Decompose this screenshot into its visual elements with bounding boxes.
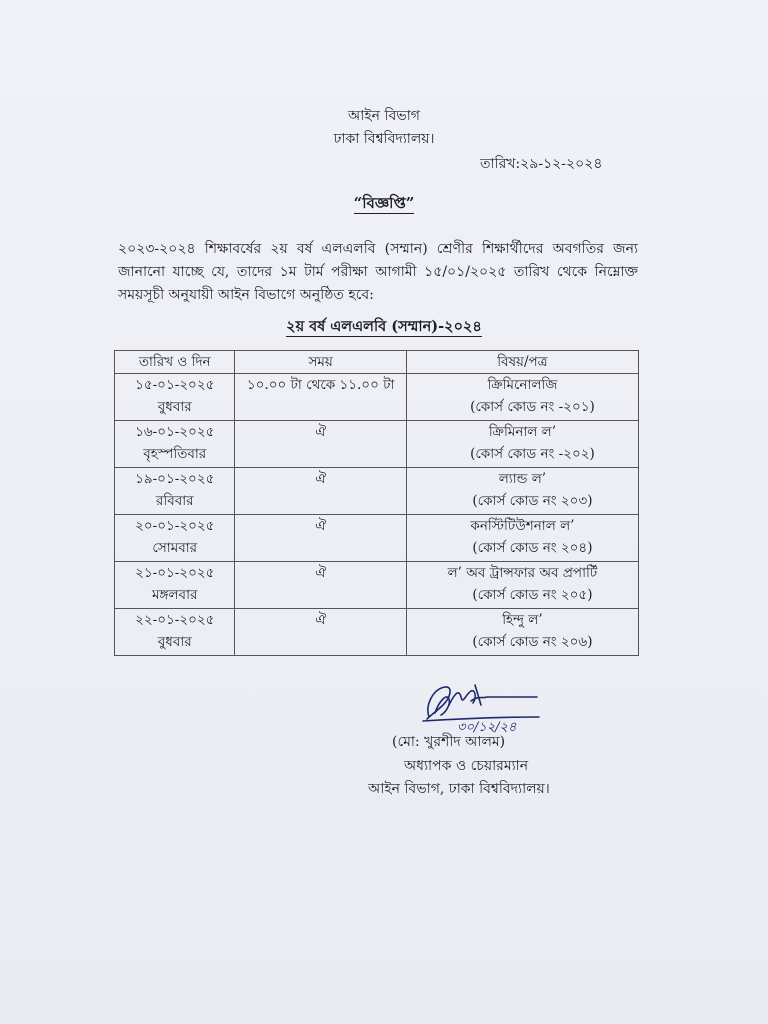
table-row (115, 609, 639, 656)
subject-name: হিন্দু ল’ (502, 612, 543, 628)
exam-day: বুধবার (157, 399, 192, 415)
course-code: (কোর্স কোড নং -২০১) (470, 399, 595, 415)
exam-time: ঐ (315, 565, 327, 581)
exam-time: ১০.০০ টা থেকে ১১.০০ টা (246, 377, 395, 393)
notice-body (118, 238, 638, 307)
table-row (115, 374, 639, 421)
exam-day: মঙ্গলবার (152, 587, 198, 603)
signatory-name: (মো: খুরশীদ আলম) (392, 734, 506, 750)
cell-subject (406, 515, 638, 562)
cell-subject (406, 562, 638, 609)
exam-day: সোমবার (152, 540, 198, 556)
signature-date: ৩০/১২/২৪ (457, 720, 517, 735)
cell-date-day (115, 562, 235, 609)
cell-time (235, 468, 406, 515)
table-header-row (115, 351, 639, 374)
table-row (115, 421, 639, 468)
cell-date-day (115, 515, 235, 562)
cell-date-day (115, 421, 235, 468)
subject-name: কনস্টিটিউশনাল ল’ (470, 518, 575, 534)
notice-body-line-1: ২০২৩-২০২৪ শিক্ষাবর্ষের ২য় বর্ষ এলএলবি (সম্মান) শ্রেণীর শিক্ষার্থীদের অবগতির জন্য (118, 241, 638, 257)
exam-date: ১৬-০১-২০২৫ (135, 424, 215, 440)
header-subject: বিষয়/পত্র (406, 351, 638, 374)
exam-time: ঐ (315, 612, 327, 628)
notice-title-text: “বিজ্ঞপ্তি” (353, 194, 415, 212)
notice-date: তারিখ:২৯-১২-২০২৪ (480, 156, 603, 172)
exam-date: ১৯-০১-২০২৫ (135, 471, 215, 487)
exam-date: ১৫-০১-২০২৫ (135, 377, 215, 393)
cell-subject (406, 609, 638, 656)
exam-date: ২১-০১-২০২৫ (135, 565, 215, 581)
exam-day: বুধবার (157, 634, 192, 650)
course-code: (কোর্স কোড নং ২০৩) (472, 493, 593, 509)
subject-name: ল’ অব ট্রান্সফার অব প্রপার্টি (447, 565, 598, 581)
cell-time (235, 609, 406, 656)
signatory-title: অধ্যাপক ও চেয়ারম্যান (404, 758, 529, 774)
cell-subject (406, 468, 638, 515)
cell-time (235, 374, 406, 421)
cell-date-day (115, 609, 235, 656)
cell-time (235, 421, 406, 468)
course-code: (কোর্স কোড নং ২০৪) (472, 540, 593, 556)
exam-day: রবিবার (155, 493, 194, 509)
notice-title (0, 192, 768, 217)
handwritten-signature (415, 675, 545, 735)
course-code: (কোর্স কোড নং ২০৫) (472, 587, 593, 603)
exam-schedule-table (114, 350, 639, 656)
header-time: সময় (235, 351, 406, 374)
exam-time: ঐ (315, 518, 327, 534)
course-code: (কোর্স কোড নং ২০৬) (472, 634, 593, 650)
subject-name: ক্রিমিনোলজি (487, 377, 558, 393)
exam-date: ২২-০১-২০২৫ (135, 612, 215, 628)
schedule-title (0, 316, 768, 340)
cell-date-day (115, 374, 235, 421)
notice-body-line-3: সময়সূচী অনুযায়ী আইন বিভাগে অনুষ্ঠিত হবে: (118, 287, 374, 303)
table-row (115, 515, 639, 562)
university-name: ঢাকা বিশ্ববিদ্যালয়। (333, 131, 435, 147)
cell-time (235, 562, 406, 609)
exam-date: ২০-০১-২০২৫ (135, 518, 215, 534)
exam-time: ঐ (315, 471, 327, 487)
table-row (115, 468, 639, 515)
subject-name: ক্রিমিনাল ল’ (488, 424, 556, 440)
header-date-day: তারিখ ও দিন (115, 351, 235, 374)
schedule-title-text: ২য় বর্ষ এলএলবি (সম্মান)-২০২৪ (286, 318, 482, 335)
cell-subject (406, 374, 638, 421)
cell-time (235, 515, 406, 562)
exam-day: বৃহস্পতিবার (143, 446, 207, 462)
department-name: আইন বিভাগ (348, 108, 420, 124)
subject-name: ল্যান্ড ল’ (498, 471, 547, 487)
notice-body-line-2: জানানো যাচ্ছে যে, তাদের ১ম টার্ম পরীক্ষা আগামী ১৫/০১/২০২৫ তারিখ থেকে নিম্নোক্ত (118, 264, 638, 280)
cell-date-day (115, 468, 235, 515)
table-row (115, 562, 639, 609)
exam-time: ঐ (315, 424, 327, 440)
cell-subject (406, 421, 638, 468)
course-code: (কোর্স কোড নং -২০২) (470, 446, 595, 462)
signatory-department: আইন বিভাগ, ঢাকা বিশ্ববিদ্যালয়। (368, 781, 550, 797)
